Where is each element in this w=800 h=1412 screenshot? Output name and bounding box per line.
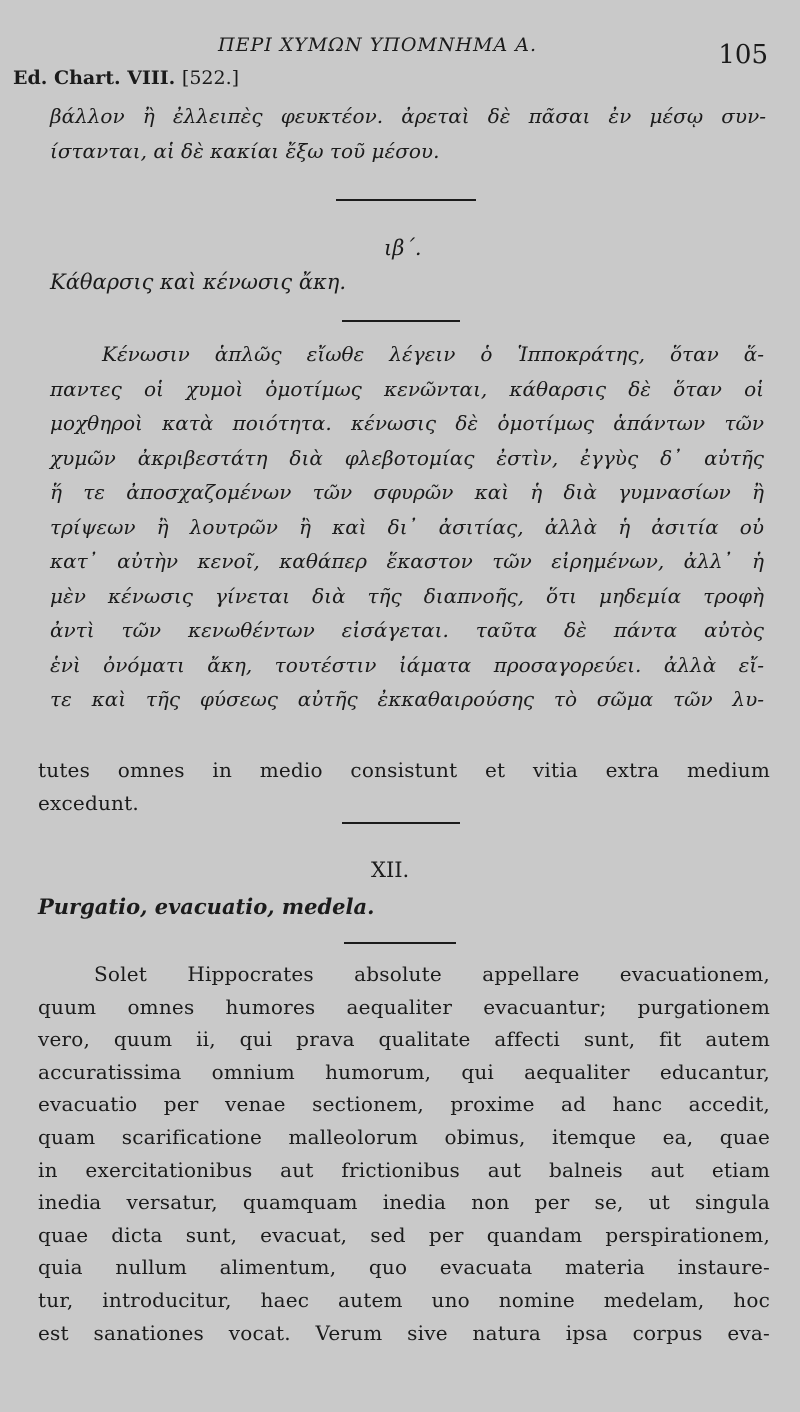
greek-top-paragraph [50, 99, 766, 168]
text-line: μὲν κένωσις γίνεται διὰ τῆς διαπνοῆς, ὅτι μηδεμία τροφὴ [50, 583, 764, 608]
text-line: vero, quum ii, qui prava qualitate affecti sunt, fit autem [38, 1027, 770, 1052]
text-line: evacuatio per venae sectionem, proxime ad hanc accedit, [38, 1092, 770, 1117]
text-line: ίστανται, αἱ δὲ κακίαι ἔξω τοῦ μέσου. [50, 138, 440, 163]
section-divider [336, 199, 476, 201]
text-line: ἀντὶ τῶν κενωθέντων εἰσάγεται. ταῦτα δὲ πάντα αὐτὸς [50, 618, 764, 642]
text-line: tur, introducitur, haec autem uno nomine medelam, hoc [38, 1287, 770, 1312]
text-line: Κένωσιν ἁπλῶς εἴωθε λέγειν ὁ Ἱπποκράτης, ὅταν ἅ- [102, 342, 764, 366]
edition-ref-label: Ed. Chart. VIII. [13, 67, 176, 89]
latin-section-paragraph [38, 958, 770, 1349]
text-line: ἥ τε ἀποσχαζομένων τῶν σφυρῶν καὶ ἡ διὰ γυμνασίων ἢ [50, 480, 764, 504]
running-head: ΠΕΡΙ ΧΥΜΩΝ ΥΠΟΜΝΗΜΑ Α. [218, 34, 538, 56]
text-line: Solet Hippocrates absolute appellare evacuationem, [94, 962, 770, 986]
greek-section-title: Κάθαρσις καὶ κένωσις ἄκη. [50, 270, 347, 294]
edition-reference [13, 67, 239, 89]
edition-page-ref: [522.] [181, 67, 240, 89]
latin-section-numeral: XII. [371, 858, 410, 882]
text-line: μοχθηροὶ κατὰ ποιότητα. κένωσις δὲ ὁμοτίμως ἁπάντων τῶν [50, 411, 764, 435]
text-line: βάλλον ἢ ἐλλειπὲς φευκτέον. ἀρεταὶ δὲ πᾶσαι ἐν μέσῳ συν- [50, 104, 766, 128]
text-line: accuratissima omnium humorum, qui aequaliter educantur, [38, 1059, 770, 1084]
text-line: quae dicta sunt, evacuat, sed per quandam perspirationem, [38, 1222, 770, 1247]
title-divider [344, 942, 456, 944]
text-line: παντες οἱ χυμοὶ ὁμοτίμως κενῶνται, κάθαρσις δὲ ὅταν οἱ [50, 376, 764, 401]
text-line: quum omnes humores aequaliter evacuantur; purgationem [38, 994, 770, 1019]
latin-section-title: Purgatio, evacuatio, medela. [38, 894, 375, 919]
greek-section-numeral: ιβ΄. [384, 236, 422, 260]
title-divider [342, 320, 460, 322]
text-line: τρίψεων ἢ λουτρῶν ἢ καὶ δι᾽ ἀσιτίας, ἀλλὰ ἡ ἀσιτία οὐ [50, 514, 764, 539]
text-line: quam scarificatione malleolorum obimus, itemque ea, quae [38, 1124, 770, 1149]
page-number: 105 [718, 40, 768, 70]
section-divider [342, 822, 460, 824]
text-line: tutes omnes in medio consistunt et vitia extra medium [38, 758, 770, 782]
text-line: quia nullum alimentum, quo evacuata materia instaure- [38, 1255, 770, 1280]
text-line: excedunt. [38, 790, 139, 815]
text-line: in exercitationibus aut frictionibus aut balneis aut etiam [38, 1157, 770, 1182]
text-line: χυμῶν ἀκριβεστάτη διὰ φλεβοτομίας ἐστὶν, ἐγγὺς δ᾽ αὐτῆς [50, 445, 764, 470]
text-line: κατ᾽ αὐτὴν κενοῖ, καθάπερ ἕκαστον τῶν εἰρημένων, ἀλλ᾽ ἡ [50, 549, 764, 573]
text-line: inedia versatur, quamquam inedia non per se, ut singula [38, 1190, 770, 1215]
text-line: τε καὶ τῆς φύσεως αὐτῆς ἐκκαθαιρούσης τὸ σῶμα τῶν λυ- [50, 687, 764, 711]
text-line: ἑνὶ ὀνόματι ἄκη, τουτέστιν ἰάματα προσαγορεύει. ἀλλὰ εἴ- [50, 652, 764, 677]
latin-top-paragraph [38, 754, 770, 819]
greek-section-paragraph [50, 337, 764, 717]
text-line: est sanationes vocat. Verum sive natura ipsa corpus eva- [38, 1320, 770, 1345]
page-header [38, 0, 770, 70]
